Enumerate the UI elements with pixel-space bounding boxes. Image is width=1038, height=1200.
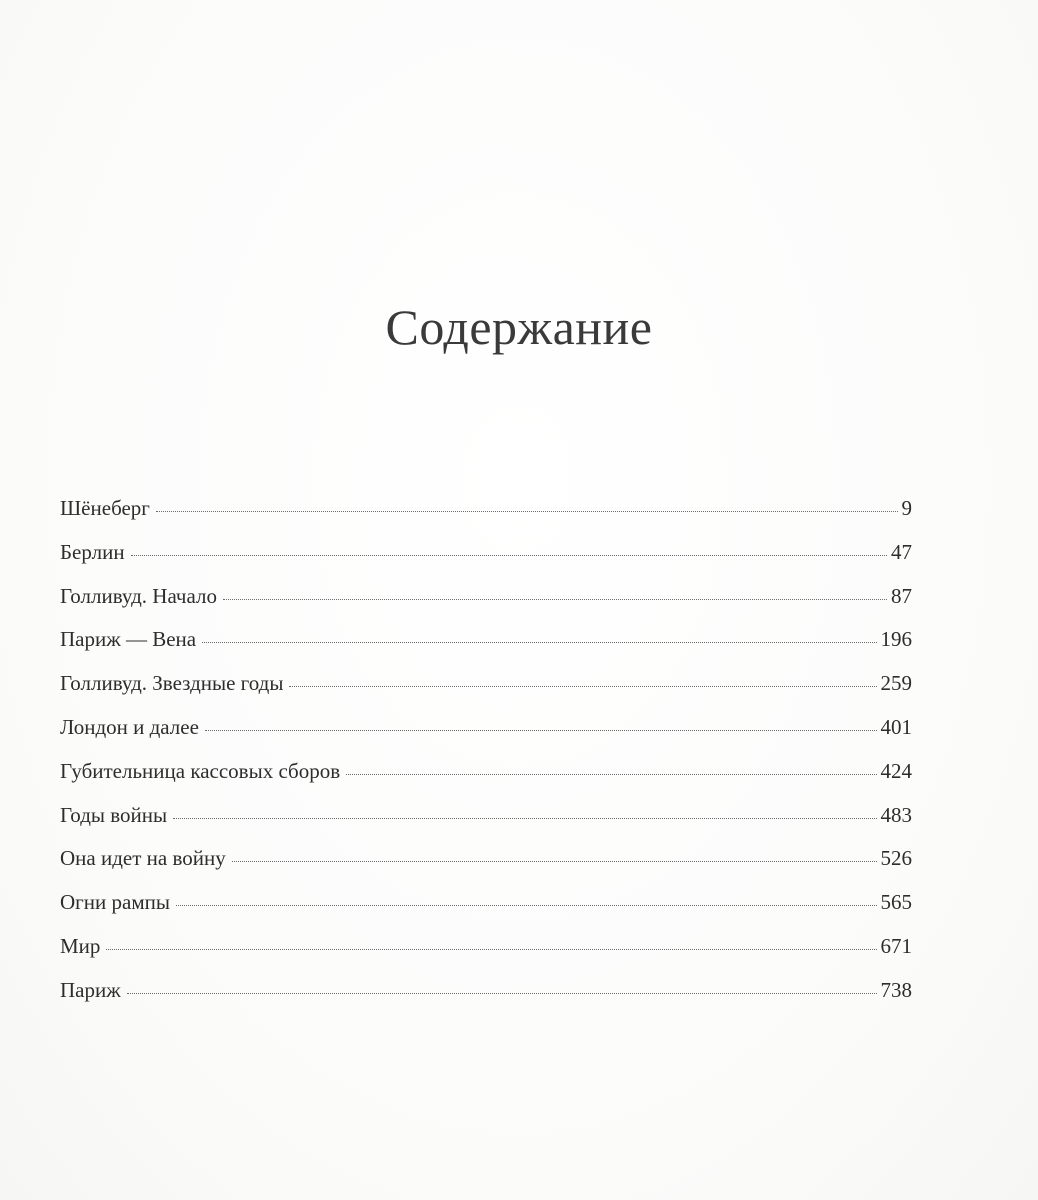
toc-entry bbox=[60, 846, 912, 890]
toc-entry bbox=[60, 978, 912, 1022]
dot-leader bbox=[173, 818, 876, 819]
dot-leader bbox=[346, 774, 876, 775]
toc-entry-title: Губительница кассовых сборов bbox=[60, 758, 341, 783]
toc-entry-title: Берлин bbox=[60, 539, 125, 564]
toc-entry-title: Голливуд. Начало bbox=[60, 583, 217, 608]
toc-entry bbox=[60, 496, 912, 540]
toc-entry-page: 47 bbox=[891, 539, 912, 564]
toc-entry bbox=[60, 934, 912, 978]
toc-entry-page: 259 bbox=[880, 671, 912, 696]
dot-leader bbox=[232, 861, 877, 862]
dot-leader bbox=[205, 730, 877, 731]
toc-entry bbox=[60, 584, 912, 628]
toc-entry-page: 483 bbox=[880, 802, 912, 827]
dot-leader bbox=[202, 642, 876, 643]
toc-entry bbox=[60, 671, 912, 715]
toc-entry-page: 196 bbox=[880, 627, 912, 652]
toc-entry-title: Париж bbox=[60, 977, 121, 1002]
toc-entry bbox=[60, 803, 912, 847]
dot-leader bbox=[223, 599, 887, 600]
toc-entry bbox=[60, 715, 912, 759]
toc-entry-title: Она идет на войну bbox=[60, 846, 226, 871]
toc-entry-page: 565 bbox=[880, 890, 912, 915]
toc-entry-title: Мир bbox=[60, 933, 101, 958]
toc-entry-title: Лондон и далее bbox=[60, 714, 199, 739]
toc-entry bbox=[60, 627, 912, 671]
dot-leader bbox=[176, 905, 877, 906]
toc-entry-title: Париж — Вена bbox=[60, 627, 197, 652]
toc-entry-page: 9 bbox=[901, 496, 912, 520]
dot-leader bbox=[127, 993, 877, 994]
toc-entry-page: 671 bbox=[880, 933, 912, 958]
toc-entry-title: Шёнеберг bbox=[60, 496, 150, 520]
toc-entry-page: 424 bbox=[880, 758, 912, 783]
page-title: Содержание bbox=[385, 299, 653, 355]
dot-leader bbox=[106, 949, 876, 950]
toc-entry-title: Годы войны bbox=[60, 802, 168, 827]
dot-leader bbox=[156, 511, 898, 512]
toc-entry-page: 738 bbox=[880, 977, 912, 1002]
toc-entry bbox=[60, 540, 912, 584]
table-of-contents bbox=[60, 496, 912, 1022]
toc-entry-page: 401 bbox=[880, 714, 912, 739]
toc-entry-title: Голливуд. Звездные годы bbox=[60, 671, 284, 696]
toc-entry bbox=[60, 759, 912, 803]
toc-entry-page: 87 bbox=[891, 583, 912, 608]
toc-entry-title: Огни рампы bbox=[60, 890, 170, 915]
toc-entry-page: 526 bbox=[880, 846, 912, 871]
dot-leader bbox=[131, 555, 887, 556]
dot-leader bbox=[289, 686, 876, 687]
toc-entry bbox=[60, 890, 912, 934]
